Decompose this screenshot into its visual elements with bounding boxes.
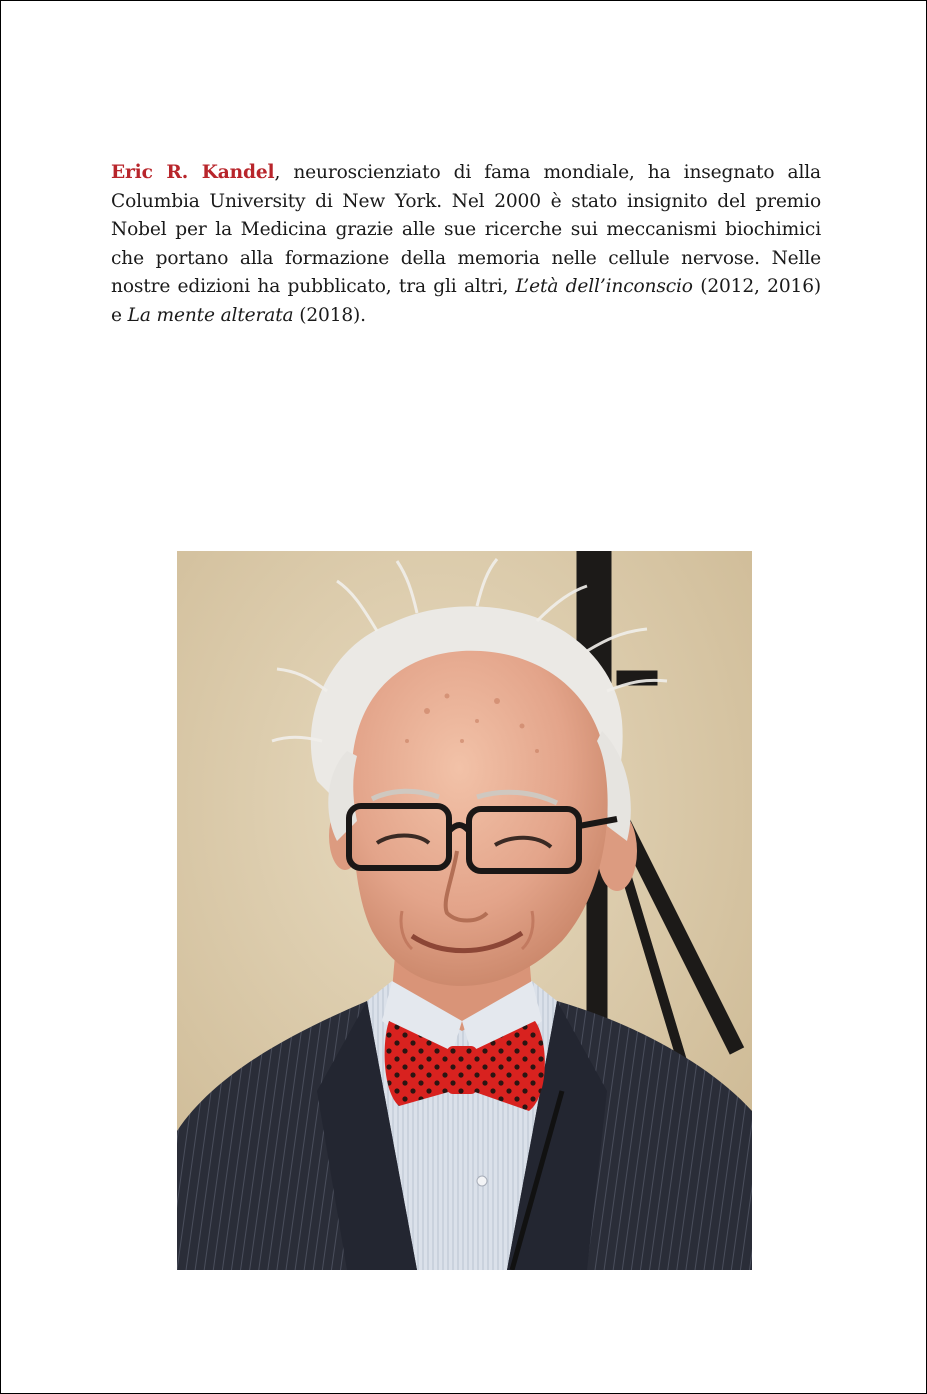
bio-text-2: (2012, 2016) e (111, 276, 821, 326)
author-bio (111, 159, 821, 331)
bio-text-3: (2018). (293, 304, 366, 326)
book-title-2: La mente alterata (127, 304, 294, 326)
bio-text-1: , neuroscienziato di fama mondiale, ha insegnato alla Columbia University di New York. Nel 2000 è stato insignito del premio Nobel per la Medicina grazie alle sue ricerche sui meccanismi biochimici che portano alla formazione della memoria nelle cellule nervose. Nelle nostre edizioni ha pubblicato, tra gli altri, (111, 162, 821, 298)
author-name: Eric R. Kandel (111, 162, 275, 183)
shirt-button (477, 1176, 487, 1186)
portrait-illustration (177, 551, 752, 1270)
author-photo (177, 551, 752, 1270)
book-title-1: L’età dell’inconscio (515, 276, 693, 298)
